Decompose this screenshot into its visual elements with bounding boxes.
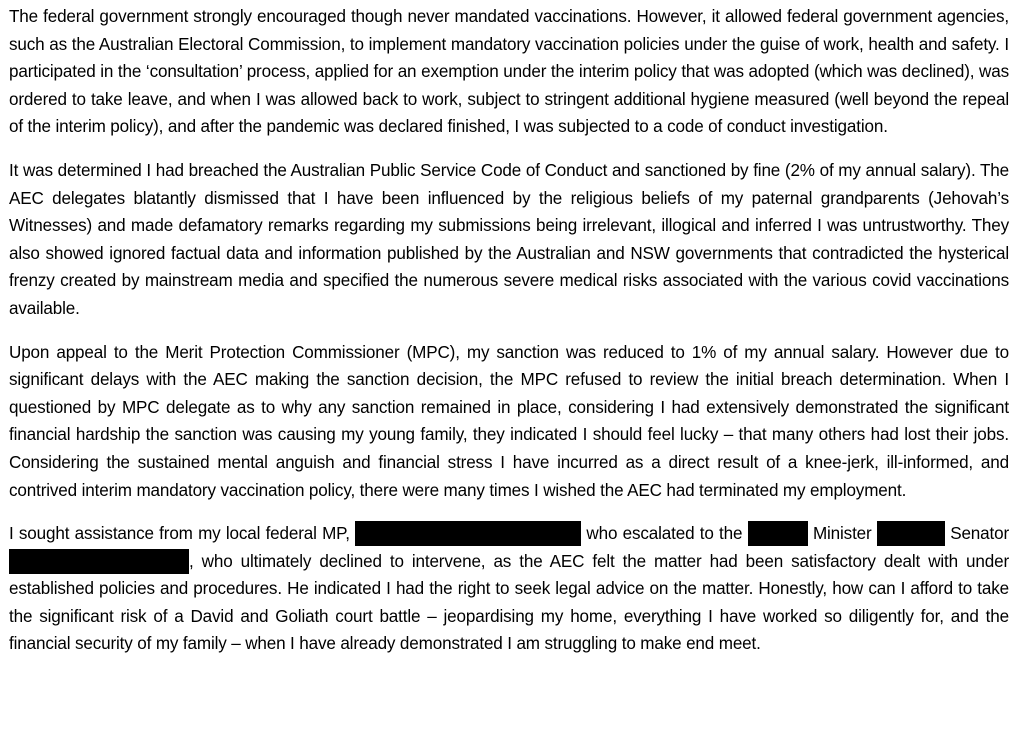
paragraph-4-text-3: Minister xyxy=(807,524,877,544)
paragraph-4-text-4: Senator xyxy=(944,524,1010,544)
redacted-portfolio xyxy=(748,521,808,546)
paragraph-2: It was determined I had breached the Australian Public Service Code of Conduct and sanctioned by fine (2% of my annual salary). The AEC delegates blatantly dismissed that I have been influenced by the religious beliefs of my paternal grandparents (Jehovah’s Witnesses) and made defamatory remarks regarding my submissions being irrelevant, illogical and inferred I was untrustworthy. They also showed ignored factual data and information published by the Australian and NSW governments that contradicted the hysterical frenzy created by mainstream media and specified the numerous severe medical risks associated with the various covid vaccinations available. xyxy=(9,160,1009,318)
paragraph-4-text-1: I sought assistance from my local federal MP, xyxy=(9,524,356,544)
redacted-minister-title xyxy=(877,521,945,546)
redacted-mp-name xyxy=(355,521,581,546)
paragraph-1: The federal government strongly encouraged though never mandated vaccinations. However, it allowed federal government agencies, such as the Australian Electoral Commission, to implement mandatory vaccination policies under the guise of work, health and safety. I participated in the ‘consultation’ process, applied for an exemption under the interim policy that was adopted (which was declined), was ordered to take leave, and when I was allowed back to work, subject to stringent additional hygiene measured (well beyond the repeal of the interim policy), and after the pandemic was declared finished, I was subjected to a code of conduct investigation. xyxy=(9,7,1009,137)
paragraph-4-text-2: who escalated to the xyxy=(581,524,748,544)
paragraph-4 xyxy=(9,520,1009,658)
redacted-senator-name xyxy=(9,549,189,574)
paragraph-3: Upon appeal to the Merit Protection Commissioner (MPC), my sanction was reduced to 1% of my annual salary. However due to significant delays with the AEC making the sanction decision, the MPC refused to review the initial breach determination. When I questioned by MPC delegate as to why any sanction remained in place, considering I had extensively demonstrated the significant financial hardship the sanction was causing my young family, they indicated I should feel lucky – that many others had lost their jobs. Considering the sustained mental anguish and financial stress I have incurred as a direct result of a knee-jerk, ill-informed, and contrived interim mandatory vaccination policy, there were many times I wished the AEC had terminated my employment. xyxy=(9,342,1009,500)
paragraph-4-text-5: , who ultimately declined to intervene, as the AEC felt the matter had been satisfactory dealt with under established policies and procedures. He indicated I had the right to seek legal advice on the matter. Honestly, how can I afford to take the significant risk of a David and Goliath court battle – jeopardising my home, everything I have worked so diligently for, and the financial security of my family – when I have already demonstrated I am struggling to make end meet. xyxy=(9,551,1009,654)
